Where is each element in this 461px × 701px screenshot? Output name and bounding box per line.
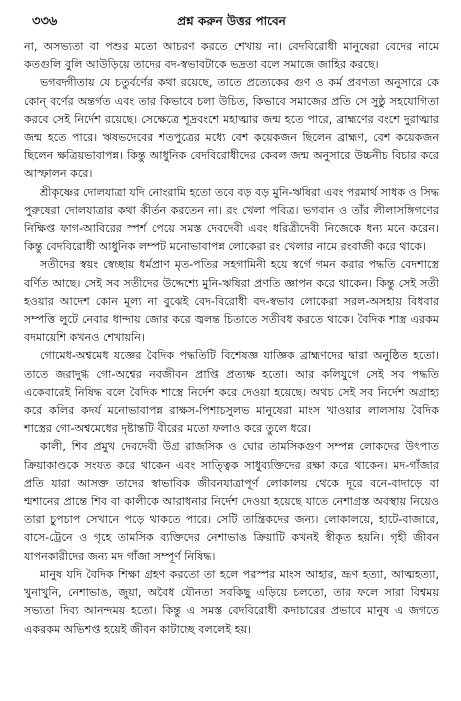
paragraph: সতীদের স্বয়ং স্বেচ্ছায় ধর্মপ্রাণ মৃত-পতির সহগামিনী হয়ে স্বর্গে গমন করার পদ্ধতি বেদশাস্ত্রে বর্ণিত আছে। সেই সব সতীদের উদ্দেশ্যে মুনি-ঋষিরা প্রণতি জ্ঞাপন করে থাকেন। কিন্তু সেই সতী হওয়ার আদেশ কোন মূল্য না বুঝেই বেদ-বিরোধী বদ-স্বভাব লোকেরা সরল-অসহায় বিধবার সম্পত্তি লুটে নেবার ধান্দায় জোর করে জ্বলন্ত চিতাতে সতীবধ করতে থাকে। বৈদিক শাস্ত্র এরকম বদমায়েশি কখনও শেখায়নি। bbox=[24, 258, 439, 345]
page-number: ৩৩৬ bbox=[32, 14, 58, 29]
running-head: প্রশ্ন করুন উত্তর পাবেন bbox=[177, 14, 286, 28]
body-text bbox=[24, 38, 439, 639]
paragraph: না, অসভ্যতা বা পশুর মতো আচরণ করতে শেখায় না। বেদবিরোধী মানুষেরা বেদের নামে কতগুলি বুলি আউড়িয়ে তাদের বদ-স্বভাবটাকে ভদ্রতা বলে সমাজে জাহির করছে। bbox=[24, 40, 439, 72]
page-header bbox=[24, 8, 439, 38]
paragraph: ভগবদ্গীতায় যে চতুর্বর্ণের কথা রয়েছে, তাতে প্রত্যেকের গুণ ও কর্ম প্রবণতা অনুসারে কে কোন্ বর্ণের অন্তর্গত এবং তার কিভাবে চলা উচিত, কিভাবে সমাজের প্রতি সে সুষ্ঠু সহযোগিতা করবে সেই নির্দেশ রয়েছে। সেক্ষেত্রে শূদ্রবংশে মহাত্মার জন্ম হতে পারে, ব্রাহ্মণের বংশে দুরাত্মার জন্ম হতে পারে। ঋষভদেবের শতপুত্রের মধ্যে বেশ কয়েকজন ছিলেন ব্রাহ্মণ, বেশ কয়েকজন ছিলেন ক্ষত্রিয়ভাবাপন্ন। কিন্তু আধুনিক বেদবিরোধীদের কেবল জন্ম অনুসারে উচ্চনীচ বিচার করে আস্ফালন করে। bbox=[24, 76, 439, 181]
paragraph: গোমেধ-অশ্বমেধ যজ্ঞের বৈদিক পদ্ধতিটি বিশেষজ্ঞ যাজ্ঞিক ব্রাহ্মণদের দ্বারা অনুষ্ঠিত হতো। তাতে জরাদুগ্ধ গো-অশ্বের নবজীবন প্রাপ্তি প্রত্যক্ষ হতো। আর কলিযুগে সেই সব পদ্ধতি একেবারেই নিষিদ্ধ বলে বৈদিক শাস্ত্রে নির্দেশ করে দেওয়া হয়েছে। অথচ সেই সব নির্দেশ অগ্রাহ্য করে কলির কদর্য মনোভাবাপন্ন রাক্ষস-পিশাচসুলভ মানুষেরা মাংস খাওয়ার লালসায় বৈদিক শাস্ত্রের গো-অশ্বমেধের দৃষ্টান্তটি বীরের মতো ফলাও করে তুলে ধরে। bbox=[24, 349, 439, 436]
paragraph: মানুষ যদি বৈদিক শিক্ষা গ্রহণ করতো তা হলে পরস্পর মাংস আহার, ভ্রূণ হত্যা, আত্মহত্যা, খুনাখুনি, নেশাভাঙ, জুয়া, অবৈধ যৌনতা সবকিছু এড়িয়ে চলতো, তার ফলে সারা বিশ্বময় সভ্যতা দিব্য আনন্দময় হতো। কিন্তু এ সমস্ত বেদবিরোধী কদাচারের প্রভাবে মানুষ এ জগতে একরকম অভিশপ্ত হয়েই জীবন কাটাচ্ছে বললেই হয়। bbox=[24, 567, 439, 636]
paragraph: শ্রীকৃষ্ণের দোলযাত্রা যদি নোংরামি হতো তবে বড় বড় মুনি-ঋষিরা এবং পরমার্থ সাধক ও সিদ্ধ পুরুষেরা দোলযাত্রার কথা কীর্তন করতেন না। রং খেলা পবিত্র। ভগবান ও তাঁর লীলাসঙ্গিগণের নিক্ষিপ্ত ফাগ-আবিরের স্পর্শ পেয়ে সমস্ত দেবদেবী এবং ধরিত্রীদেবী নিজেকে ধন্য মনে করেন। কিন্তু বেদবিরোধী আধুনিক লম্পট মনোভাবাপন্ন লোকেরা রং খেলার নামে রংবাজী করে থাকে। bbox=[24, 185, 439, 254]
paragraph: কালী, শিব প্রমুখ দেবদেবী উগ্র রাজসিক ও ঘোর তামসিকগুণ সম্পন্ন লোকদের উৎপাত ক্রিয়াকাণ্ডকে সংযত করে থাকেন এবং সাত্ত্বিক সাধুব্যক্তিদের রক্ষা করে থাকেন। মদ-গাঁজার প্রতি যারা আসক্ত তাদের স্বাভাবিক জীবনযাত্রাপূর্ণ লোকালয় থেকে দূরে বনে-বাদাড়ে বা শ্মশানের প্রান্তে শিব বা কালীকে আরাধনার নির্দেশ দেওয়া হয়েছে যাতে নেশাগ্রস্ত অবস্থায় নিয়েও তারা চুপচাপ সেখানে পড়ে থাকতে পারে। সেটি তান্ত্রিকদের জন্য। লোকালয়ে, হাটে-বাজারে, বাসে-ট্রেনে ও গৃহে তামসিক ব্যক্তিদের নেশাভাঙ ক্রিয়াটি কখনই স্বীকৃত হয়নি। গৃহী জীবন যাপনকারীদের জন্য মদ গাঁজা সম্পূর্ণ নিষিদ্ধ। bbox=[24, 440, 439, 563]
